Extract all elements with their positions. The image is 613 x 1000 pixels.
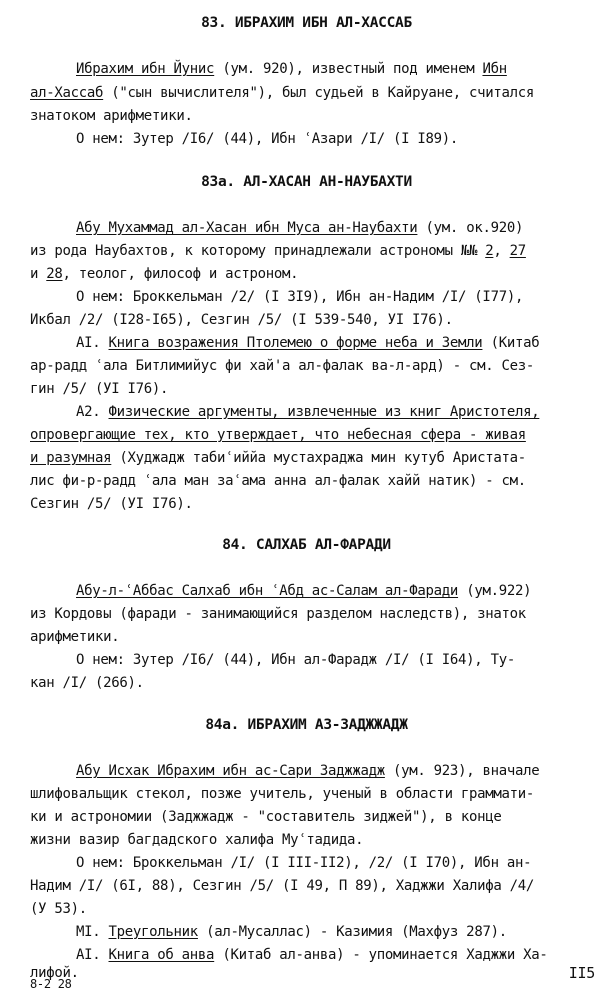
work-title: Треугольник (108, 924, 198, 940)
underlined-name: Ибн (482, 61, 507, 77)
text-line: знатоком арифметики. (30, 108, 193, 124)
text-line: Надим /I/ (6I, 88), Сезгин /5/ (I 49, П 89), Хаджжи Халифа /4/ (30, 878, 534, 894)
work-title: и разумная (30, 450, 112, 466)
text-span: (ум. 920), известный под именем (214, 61, 483, 77)
text-line: ар-радд ʿала Битлимийус фи хай'а ал-фалак ва-л-ард) - см. Сез- (30, 358, 534, 374)
text-span: (ум. 923), вначале (384, 763, 540, 779)
text-span: (Китаб ал-анва) - упоминается Хаджжи Ха- (214, 947, 548, 963)
text-line (76, 60, 507, 78)
work-title: Физические аргументы, извлеченные из книг Аристотеля, (108, 404, 540, 420)
text-line: О нем: Броккельман /2/ (I 3I9), Ибн ан-Надим /I/ (I77), (76, 289, 524, 305)
text-line: лис фи-р-радд ʿала ман заʿама анна ал-фалак хайй натик) - см. (30, 473, 526, 489)
text-span: AI. (76, 335, 109, 351)
text-line (76, 923, 507, 941)
text-line: Сезгин /5/ (УI I76). (30, 496, 193, 512)
work-title: опровергающие тех, кто утверждает, что небесная сфера - живая (30, 427, 526, 443)
text-span: (Худжадж табиʿиййа мустахраджа мин кутуб Аристата- (111, 450, 526, 466)
text-line (76, 403, 539, 421)
text-span: (Китаб (482, 335, 540, 351)
text-span: MI. (76, 924, 109, 940)
text-line (30, 426, 526, 444)
text-line: кан /I/ (266). (30, 675, 144, 691)
text-line (76, 219, 523, 237)
underlined-name: Ибрахим ибн Йунис (76, 61, 215, 77)
text-span: и (30, 266, 47, 282)
text-line: гин /5/ (УI I76). (30, 381, 169, 397)
text-line (30, 84, 534, 102)
page-number: II5 (568, 964, 595, 982)
text-span: AI. (76, 947, 109, 963)
text-span: (ал-Мусаллас) - Казимия (Махфуз 287). (197, 924, 507, 940)
text-line: из Кордовы (фаради - занимающийся разделом наследств), знаток (30, 606, 526, 622)
text-line: (У 53). (30, 901, 87, 917)
text-line: О нем: Зутер /I6/ (44), Ибн ал-Фарадж /I/ (I I64), Ту- (76, 652, 515, 668)
cross-reference: 28 (46, 266, 63, 282)
text-line: жизни вазир багдадского халифа Муʿтадида. (30, 832, 364, 848)
text-line: шлифовальщик стекол, позже учитель, ученый в области граммати- (30, 786, 534, 802)
text-line: лифой. (30, 965, 79, 981)
text-span: , (493, 243, 510, 259)
section-heading: 84. САЛХАБ АЛ-ФАРАДИ (222, 537, 391, 553)
text-span: из рода Наубахтов, к которому принадлежали астрономы №№ (30, 243, 486, 259)
text-line: О нем: Броккельман /I/ (I III-II2), /2/ (I I70), Ибн ан- (76, 855, 532, 871)
text-span: A2. (76, 404, 109, 420)
text-span: (ум.922) (458, 583, 532, 599)
text-line (76, 334, 539, 352)
cross-reference: 2 (485, 243, 494, 259)
text-line (30, 449, 526, 467)
work-title: Книга возражения Птолемею о форме неба и Земли (108, 335, 483, 351)
text-line: О нем: Зутер /I6/ (44), Ибн ʿАзари /I/ (I I89). (76, 131, 459, 147)
text-line (76, 582, 531, 600)
text-line: Икбал /2/ (I28-I65), Сезгин /5/ (I 539-540, УI I76). (30, 312, 453, 328)
section-heading: 84а. ИБРАХИМ АЗ-ЗАДЖЖАДЖ (205, 717, 408, 733)
text-line (30, 265, 298, 283)
section-heading: 83. ИБРАХИМ ИБН АЛ-ХАССАБ (201, 15, 412, 31)
text-span: (ум. ок.920) (417, 220, 524, 236)
text-line (30, 242, 526, 260)
print-signature: 8-2 28 (30, 977, 72, 991)
text-span: , теолог, философ и астроном. (62, 266, 299, 282)
text-line (76, 762, 539, 780)
underlined-name: Абу Мухаммад ал-Хасан ибн Муса ан-Наубахти (76, 220, 418, 236)
text-line: ки и астрономии (Заджжадж - "составитель зиджей"), в конце (30, 809, 502, 825)
underlined-name: Абу-л-ʿАббас Салхаб ибн ʿАбд ас-Салам ал-Фаради (76, 583, 459, 599)
section-heading: 83а. АЛ-ХАСАН АН-НАУБАХТИ (201, 174, 412, 190)
underlined-name: Абу Исхак Ибрахим ибн ас-Сари Заджжадж (76, 763, 385, 779)
cross-reference: 27 (509, 243, 526, 259)
text-span: ("сын вычислителя"), был судьей в Кайруане, считался (103, 85, 534, 101)
underlined-name: ал-Хассаб (30, 85, 104, 101)
text-line: арифметики. (30, 629, 120, 645)
text-line (76, 946, 547, 964)
work-title: Книга об анва (108, 947, 215, 963)
